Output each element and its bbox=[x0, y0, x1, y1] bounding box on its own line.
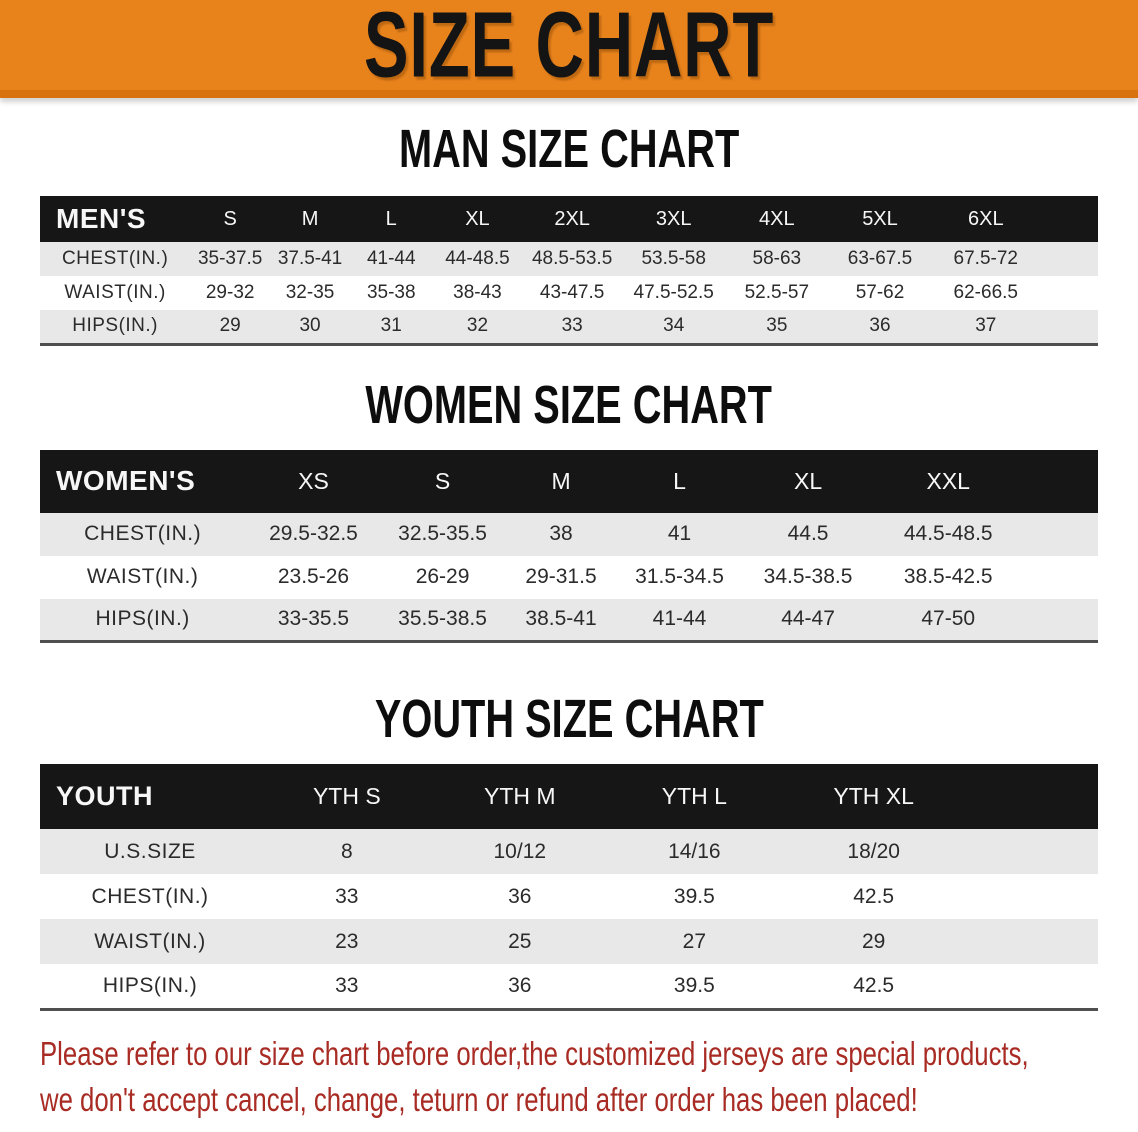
size-cell: 63-67.5 bbox=[828, 242, 932, 276]
size-cell-filler bbox=[965, 919, 1098, 964]
size-cell: 57-62 bbox=[828, 276, 932, 310]
column-header: YTH M bbox=[434, 764, 606, 829]
size-cell: 41 bbox=[619, 513, 741, 556]
column-header: S bbox=[382, 450, 504, 513]
column-header-filler bbox=[1040, 196, 1098, 242]
youth-corner-label: YOUTH bbox=[40, 764, 260, 829]
size-cell: 29 bbox=[190, 310, 270, 344]
size-cell-filler bbox=[1021, 513, 1098, 556]
size-cell: 47.5-52.5 bbox=[622, 276, 726, 310]
men-corner-label: MEN'S bbox=[40, 196, 190, 242]
size-cell: 44-47 bbox=[740, 599, 875, 642]
size-cell: 47-50 bbox=[876, 599, 1021, 642]
size-cell: 38.5-42.5 bbox=[876, 556, 1021, 599]
size-cell: 35-38 bbox=[350, 276, 433, 310]
size-cell: 44-48.5 bbox=[433, 242, 523, 276]
column-header: L bbox=[619, 450, 741, 513]
column-header: 3XL bbox=[622, 196, 726, 242]
row-label: HIPS(IN.) bbox=[40, 964, 260, 1009]
column-header: XL bbox=[433, 196, 523, 242]
size-cell: 18/20 bbox=[783, 829, 965, 874]
column-header: XXL bbox=[876, 450, 1021, 513]
size-cell: 52.5-57 bbox=[726, 276, 829, 310]
row-label: WAIST(IN.) bbox=[40, 919, 260, 964]
column-header: 2XL bbox=[522, 196, 621, 242]
size-cell: 35.5-38.5 bbox=[382, 599, 504, 642]
men-section-heading-text: MAN SIZE CHART bbox=[398, 118, 740, 179]
size-cell: 33-35.5 bbox=[245, 599, 381, 642]
youth-header-row bbox=[40, 764, 1098, 829]
size-cell-filler bbox=[1021, 556, 1098, 599]
row-label: HIPS(IN.) bbox=[40, 310, 190, 344]
table-row bbox=[40, 874, 1098, 919]
size-cell: 58-63 bbox=[726, 242, 829, 276]
size-cell: 31.5-34.5 bbox=[619, 556, 741, 599]
column-header: XS bbox=[245, 450, 381, 513]
men-header-row bbox=[40, 196, 1098, 242]
table-row bbox=[40, 964, 1098, 1009]
column-header: L bbox=[350, 196, 433, 242]
youth-section-heading-text: YOUTH SIZE CHART bbox=[374, 688, 764, 749]
disclaimer-line-1: Please refer to our size chart before order,the customized jerseys are special products, bbox=[40, 1034, 1029, 1072]
table-row bbox=[40, 599, 1098, 642]
size-cell: 53.5-58 bbox=[622, 242, 726, 276]
size-cell: 23 bbox=[260, 919, 434, 964]
size-cell: 33 bbox=[522, 310, 621, 344]
size-cell: 36 bbox=[434, 964, 606, 1009]
table-row bbox=[40, 829, 1098, 874]
size-cell: 23.5-26 bbox=[245, 556, 381, 599]
size-cell-filler bbox=[965, 874, 1098, 919]
size-cell: 27 bbox=[606, 919, 783, 964]
table-row bbox=[40, 276, 1098, 310]
table-row bbox=[40, 556, 1098, 599]
column-header: 5XL bbox=[828, 196, 932, 242]
size-cell: 44.5-48.5 bbox=[876, 513, 1021, 556]
row-label: WAIST(IN.) bbox=[40, 276, 190, 310]
size-cell: 37.5-41 bbox=[270, 242, 350, 276]
size-cell: 31 bbox=[350, 310, 433, 344]
size-cell: 67.5-72 bbox=[932, 242, 1040, 276]
size-cell: 42.5 bbox=[783, 964, 965, 1009]
size-cell: 41-44 bbox=[619, 599, 741, 642]
women-section-heading bbox=[0, 374, 1138, 434]
column-header-filler bbox=[965, 764, 1098, 829]
size-cell-filler bbox=[965, 829, 1098, 874]
size-cell: 32-35 bbox=[270, 276, 350, 310]
table-row bbox=[40, 310, 1098, 344]
column-header: YTH L bbox=[606, 764, 783, 829]
size-cell: 10/12 bbox=[434, 829, 606, 874]
row-label: CHEST(IN.) bbox=[40, 242, 190, 276]
size-cell: 30 bbox=[270, 310, 350, 344]
size-cell-filler bbox=[1040, 276, 1098, 310]
size-cell: 39.5 bbox=[606, 964, 783, 1009]
column-header: S bbox=[190, 196, 270, 242]
banner-title: SIZE CHART bbox=[363, 0, 775, 97]
size-cell: 35 bbox=[726, 310, 829, 344]
column-header: M bbox=[503, 450, 618, 513]
size-cell: 36 bbox=[434, 874, 606, 919]
table-row bbox=[40, 919, 1098, 964]
row-label: CHEST(IN.) bbox=[40, 513, 245, 556]
size-cell: 41-44 bbox=[350, 242, 433, 276]
size-cell: 38 bbox=[503, 513, 618, 556]
size-cell: 38-43 bbox=[433, 276, 523, 310]
women-section-heading-text: WOMEN SIZE CHART bbox=[365, 374, 773, 434]
size-cell-filler bbox=[1021, 599, 1098, 642]
row-label: U.S.SIZE bbox=[40, 829, 260, 874]
size-cell: 14/16 bbox=[606, 829, 783, 874]
table-row bbox=[40, 513, 1098, 556]
size-cell: 48.5-53.5 bbox=[522, 242, 621, 276]
table-row bbox=[40, 242, 1098, 276]
size-cell: 8 bbox=[260, 829, 434, 874]
size-cell: 38.5-41 bbox=[503, 599, 618, 642]
column-header: 6XL bbox=[932, 196, 1040, 242]
row-label: HIPS(IN.) bbox=[40, 599, 245, 642]
size-cell-filler bbox=[965, 964, 1098, 1009]
size-cell: 32 bbox=[433, 310, 523, 344]
disclaimer bbox=[40, 1031, 1138, 1123]
column-header: M bbox=[270, 196, 350, 242]
row-label: WAIST(IN.) bbox=[40, 556, 245, 599]
size-cell: 62-66.5 bbox=[932, 276, 1040, 310]
size-cell: 29-32 bbox=[190, 276, 270, 310]
women-header-row bbox=[40, 450, 1098, 513]
size-cell: 36 bbox=[828, 310, 932, 344]
size-cell: 26-29 bbox=[382, 556, 504, 599]
size-cell: 33 bbox=[260, 874, 434, 919]
men-size-table bbox=[40, 196, 1098, 346]
size-cell: 25 bbox=[434, 919, 606, 964]
size-cell: 29-31.5 bbox=[503, 556, 618, 599]
column-header-filler bbox=[1021, 450, 1098, 513]
size-cell: 37 bbox=[932, 310, 1040, 344]
size-cell: 34.5-38.5 bbox=[740, 556, 875, 599]
men-section-heading bbox=[0, 118, 1138, 179]
column-header: XL bbox=[740, 450, 875, 513]
column-header: 4XL bbox=[726, 196, 829, 242]
column-header: YTH S bbox=[260, 764, 434, 829]
size-cell: 33 bbox=[260, 964, 434, 1009]
size-cell-filler bbox=[1040, 310, 1098, 344]
size-cell: 29.5-32.5 bbox=[245, 513, 381, 556]
size-cell: 39.5 bbox=[606, 874, 783, 919]
size-cell: 35-37.5 bbox=[190, 242, 270, 276]
size-chart-banner bbox=[0, 0, 1138, 98]
size-cell: 43-47.5 bbox=[522, 276, 621, 310]
size-cell: 29 bbox=[783, 919, 965, 964]
row-label: CHEST(IN.) bbox=[40, 874, 260, 919]
column-header: YTH XL bbox=[783, 764, 965, 829]
youth-section-heading bbox=[0, 688, 1138, 749]
women-size-table bbox=[40, 450, 1098, 644]
size-cell: 32.5-35.5 bbox=[382, 513, 504, 556]
size-cell-filler bbox=[1040, 242, 1098, 276]
women-corner-label: WOMEN'S bbox=[40, 450, 245, 513]
disclaimer-line-2: we don't accept cancel, change, teturn or refund after order has been placed! bbox=[40, 1080, 918, 1118]
size-cell: 42.5 bbox=[783, 874, 965, 919]
size-cell: 44.5 bbox=[740, 513, 875, 556]
size-cell: 34 bbox=[622, 310, 726, 344]
youth-size-table bbox=[40, 764, 1098, 1011]
